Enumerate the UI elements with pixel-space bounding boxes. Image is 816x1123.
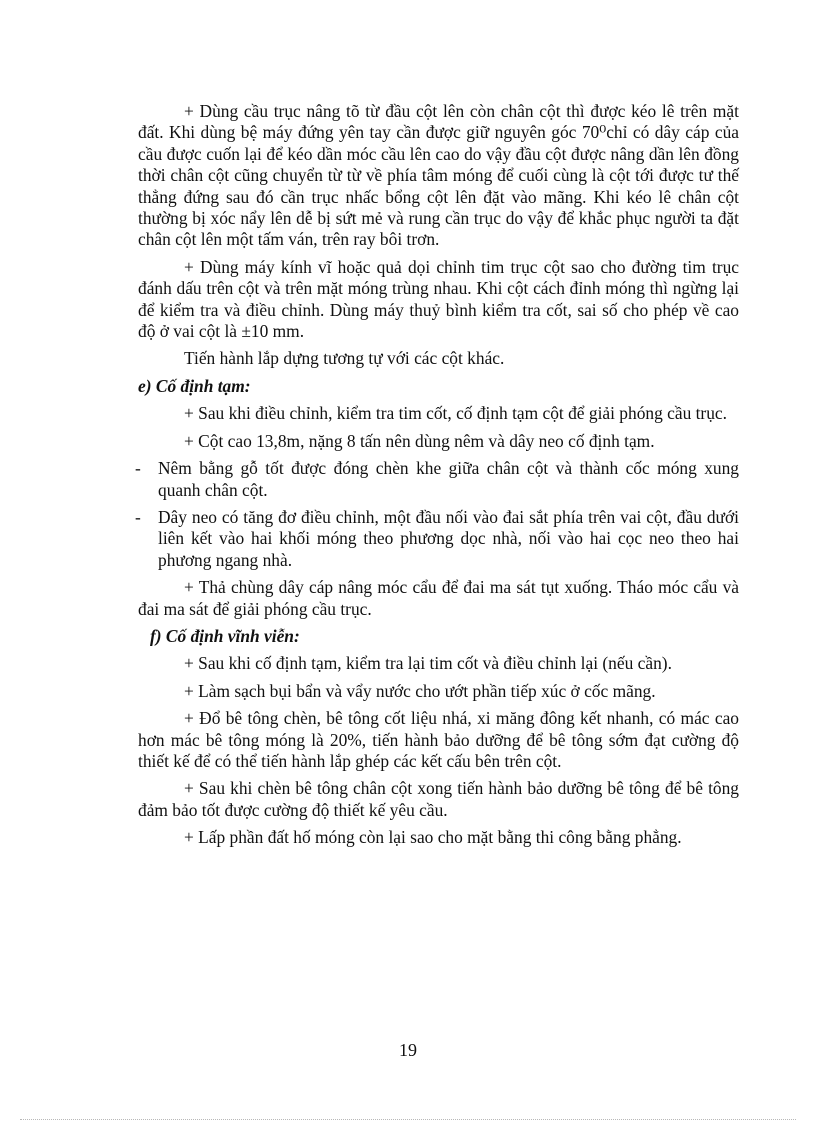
bullet-text: Dây neo có tăng đơ điều chỉnh, một đầu nối vào đai sắt phía trên vai cột, đầu dưới liên kết vào hai khối móng theo phương dọc nhà, nối vào hai cọc neo theo hai phương ngang nhà. bbox=[158, 506, 739, 570]
paragraph-clean-socket: + Làm sạch bụi bẩn và vẩy nước cho ướt phần tiếp xúc ở cốc mãng. bbox=[184, 680, 656, 701]
bullet-text: Nêm bằng gỗ tốt được đóng chèn khe giữa chân cột và thành cốc móng xung quanh chân cột. bbox=[158, 458, 739, 500]
heading-permanent-fixing: f) Cố định vĩnh viễn: bbox=[150, 625, 300, 646]
paragraph-repeat-columns: Tiến hành lắp dựng tương tự với các cột khác. bbox=[184, 348, 505, 369]
page-body bbox=[135, 101, 739, 855]
paragraph-axis-alignment: + Dùng máy kính vĩ hoặc quả dọi chỉnh tim trục cột sao cho đường tim trục đánh dấu trên cột và trên mặt móng trùng nhau. Khi cột cách đỉnh móng thì ngừng lại để kiểm tra và điều chỉnh. Dùng máy thuỷ bình kiểm tra cốt, sai số cho phép về cao độ ở vai cột là ±10 mm. bbox=[138, 256, 739, 342]
paragraph-recheck: + Sau khi cố định tạm, kiểm tra lại tim cốt và điều chỉnh lại (nếu cần). bbox=[184, 653, 672, 674]
paragraph-release-hook: + Thả chùng dây cáp nâng móc cẩu để đai ma sát tụt xuống. Tháo móc cẩu và đai ma sát để giải phóng cầu trục. bbox=[138, 577, 739, 619]
page-number: 19 bbox=[399, 1040, 417, 1060]
bullet-item-wedge bbox=[135, 458, 739, 501]
paragraph-curing: + Sau khi chèn bê tông chân cột xong tiến hành bảo dưỡng bê tông để bê tông đảm bảo tốt được cường độ thiết kế yêu cầu. bbox=[138, 778, 739, 820]
bullet-dash: - bbox=[135, 506, 141, 527]
paragraph-backfill: + Lấp phần đất hố móng còn lại sao cho mặt bằng thi công bằng phẳng. bbox=[184, 827, 682, 848]
heading-temporary-fixing: e) Cố định tạm: bbox=[138, 375, 251, 396]
paragraph-crane-lifting: + Dùng cầu trục nâng tõ từ đầu cột lên còn chân cột thì được kéo lê trên mặt đất. Khi dùng bệ máy đứng yên tay cần được giữ nguyên góc 70⁰chỉ có dây cáp của cầu được cuốn lại để kéo dần móc cầu lên cao do vậy đầu cột được nâng dần lên đồng thời chân cột cũng chuyển từ từ về phía tâm móng để cuối cùng là cột tới được tư thế thẳng đứng sau đó cần trục nhấc bổng cột lên đặt vào mãng. Khi kéo lê chân cột thường bị xóc nẩy lên dễ bị sứt mẻ và rung cần trục do vậy để khắc phục người ta đặt chân cột lên một tấm ván, trên ray bôi trơn. bbox=[138, 101, 739, 250]
bullet-dash: - bbox=[135, 458, 141, 479]
paragraph-temp-fix-release: + Sau khi điều chỉnh, kiểm tra tim cốt, cố định tạm cột để giải phóng cầu trục. bbox=[184, 403, 727, 424]
bullet-item-guy-wire bbox=[135, 506, 739, 571]
paragraph-pour-concrete: + Đổ bê tông chèn, bê tông cốt liệu nhá, xi măng đông kết nhanh, có mác cao hơn mác bê tông móng là 20%, tiến hành bảo dưỡng để bê tông sớm đạt cường độ thiết kế để có thể tiến hành lắp ghép các kết cấu bên trên cột. bbox=[138, 708, 739, 771]
footer-divider bbox=[20, 1119, 796, 1120]
paragraph-column-specs: + Cột cao 13,8m, nặng 8 tấn nên dùng nêm và dây neo cố định tạm. bbox=[184, 430, 655, 451]
